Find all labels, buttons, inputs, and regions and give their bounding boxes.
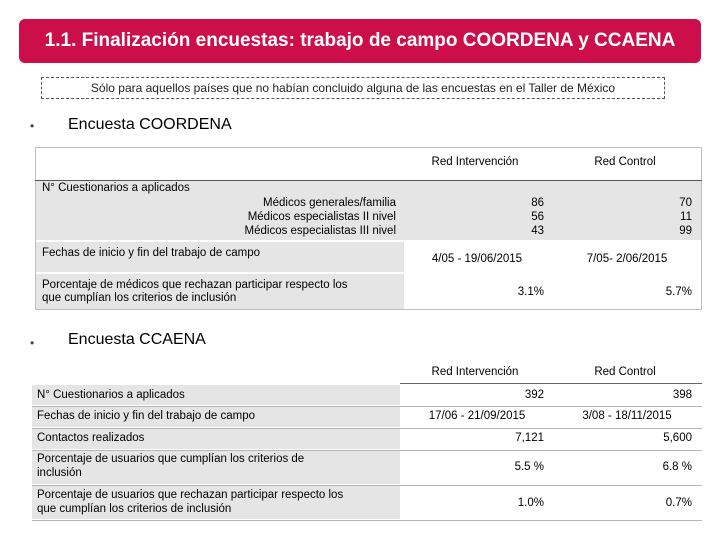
coordena-refusal-intervencion: 3.1%: [517, 286, 544, 298]
ccaena-row-label: Fechas de inicio y fin del trabajo de campo: [37, 410, 255, 422]
ccaena-row-control: 398: [672, 389, 692, 401]
coordena-dates-label: Fechas de inicio y fin del trabajo de campo: [42, 247, 260, 259]
coordena-col-control: Red Control: [594, 156, 656, 168]
ccaena-row-label-line1: Porcentaje de usuarios que rechazan participar respecto los: [37, 489, 344, 501]
coordena-subrow-intervencion: 43: [531, 225, 544, 237]
title-bar: [19, 19, 701, 63]
ccaena-row-control: 5,600: [663, 432, 692, 444]
coordena-subrow-label: Médicos especialistas II nivel: [247, 211, 396, 223]
ccaena-col-intervencion: Red Intervención: [431, 366, 519, 378]
coordena-dates-intervencion: 4/05 - 19/06/2015: [431, 253, 523, 265]
ccaena-col-control: Red Control: [594, 366, 656, 378]
coordena-dates-control: 7/05- 2/06/2015: [586, 253, 668, 265]
ccaena-row-intervencion: 7,121: [515, 432, 544, 444]
ccaena-row-intervencion: 392: [524, 389, 544, 401]
coordena-refusal-control: 5.7%: [665, 286, 692, 298]
ccaena-row-label-line2: inclusión: [37, 467, 82, 479]
ccaena-row-label: Contactos realizados: [37, 432, 145, 444]
ccaena-row-intervencion: 5.5 %: [514, 461, 544, 473]
coordena-subrow-control: 99: [679, 225, 692, 237]
ccaena-row-control: 0.7%: [665, 497, 692, 509]
coordena-heading: Encuesta COORDENA: [68, 116, 232, 133]
ccaena-row-label-line1: Porcentaje de usuarios que cumplían los criterios de: [37, 453, 305, 465]
coordena-refusal-label-line2: que cumplían los criterios de inclusión: [42, 292, 237, 304]
ccaena-row-intervencion: 17/06 - 21/09/2015: [428, 410, 526, 422]
ccaena-row-label-line2: que cumplían los criterios de inclusión: [37, 503, 232, 515]
coordena-questionnaires-label: N° Cuestionarios a aplicados: [42, 182, 190, 194]
coordena-subrow-label: Médicos especialistas III nivel: [244, 225, 396, 237]
bullet-icon: •: [30, 119, 35, 133]
coordena-subrow-label: Médicos generales/familia: [263, 197, 396, 209]
row-divider: [32, 520, 702, 521]
bullet-icon: •: [30, 336, 35, 350]
note-box: Sólo para aquellos países que no habían concluido alguna de las encuestas en el Taller de México: [41, 77, 665, 99]
ccaena-row-intervencion: 1.0%: [517, 497, 544, 509]
coordena-subrow-intervencion: 86: [531, 197, 544, 209]
coordena-subrow-control: 11: [680, 211, 692, 223]
ccaena-row-control: 3/08 - 18/11/2015: [582, 410, 672, 422]
ccaena-heading: Encuesta CCAENA: [68, 331, 206, 348]
coordena-subrow-intervencion: 56: [531, 211, 544, 223]
slide-title: 1.1. Finalización encuestas: trabajo de campo COORDENA y CCAENA: [44, 30, 676, 51]
coordena-subrow-control: 70: [679, 197, 692, 209]
coordena-col-intervencion: Red Intervención: [431, 156, 519, 168]
ccaena-header-divider: [400, 383, 702, 384]
ccaena-row-control: 6.8 %: [662, 461, 692, 473]
ccaena-row-label: N° Cuestionarios a aplicados: [37, 389, 185, 401]
coordena-refusal-label-line1: Porcentaje de médicos que rechazan participar respecto los: [42, 279, 348, 291]
